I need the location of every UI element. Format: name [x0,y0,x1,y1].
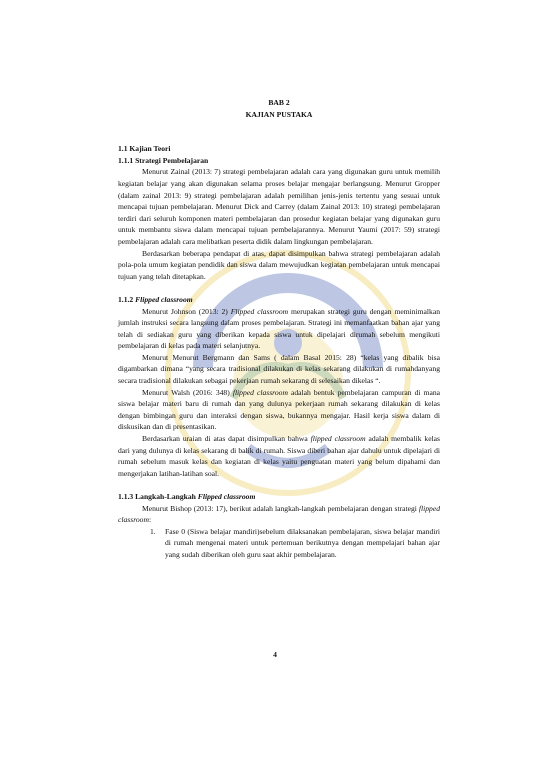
steps-list [118,526,440,561]
page-number: 4 [273,650,277,659]
subsection-heading-strategi: 1.1.1 Strategi Pembelajaran [118,155,209,165]
section-heading-kajian-teori: 1.1 Kajian Teori [118,144,171,154]
paragraph-strategi-2: Berdasarkan beberapa pendapat di atas, dapat disimpulkan bahwa strategi pembelajaran adalah pola-pola umum kegiatan pendidik dan siswa dalam mewujudkan kegiatan pembelajaran untuk mencapai tujuan yang telah ditetapkan. [118,248,440,281]
paragraph-bishop: Menurut Bishop (2013: 17), berikut adalah langkah-langkah pembelajaran dengan strategi flipped classroom: [118,503,440,525]
chapter-number: BAB 2 [268,98,290,107]
chapter-title: KAJIAN PUSTAKA [245,109,313,119]
list-item: 1. Fase 0 (Siswa belajar mandiri)sebelum dilaksanakan pembelajaran, siswa belajar mandiri di rumah mengenai materi untuk pertemuan berikutnya dengan mempelajari bahan ajar yang sudah diberikan oleh guru saat akhir pembelajaran. [150,526,440,559]
paragraph-johnson: Menurut Johnson (2013: 2) Flipped classroom merupakan strategi guru dengan meminimalkan jumlah instruksi secara langsung dalam proses pembelajaran. Strategi ini memanfaatkan bahan ajar yang telah di sediakan guru yang diberikan kepada siswa untuk dipelajari dirumah sebelum mengikuti pembelajaran di kelas pada materi selanjutnya. [118,306,440,351]
paragraph-bergmann: Menurut Menurut Bergmann dan Sams ( dalam Basal 2015: 28) “kelas yang dibalik bisa digambarkan dimana “yang secara tradisional dilakukan di kelas sekarang dilakukan di rumahdanyang secara tradisional dilakukan sebagai pekerjaan rumah sekarang di selesaikan dikelas “. [118,352,440,386]
paragraph-kesimpulan: Berdasarkan uraian di atas dapat disimpulkan bahwa flipped classroom adalah membalik kelas dari yang dulunya di kelas sekarang di balik di rumah. Siswa diberi bahan ajar dahulu untuk dipelajari di rumah sebelum masuk kelas dan kegiatan di kelas yaitu penguatan materi yang belum dipahami dan mengerjakan latihan-latihan soal. [118,434,441,478]
subsection-heading-flipped: 1.1.2 Flipped classroom [118,294,193,304]
paragraph-walsh: Menurut Walsh (2016: 348) flipped classroom adalah bentuk pembelajaran campuran di mana siswa belajar materi baru di rumah dan yang dulunya pekerjaan rumah sekarang dilakukan di kelas dengan bimbingan guru dan interaksi dengan siswa, bukannya mengajar. Hasil kerja siswa dalam di diskusikan dan di presentasikan. [118,387,441,432]
paragraph-strategi-1: Menurut Zainal (2013: 7) strategi pembelajaran adalah cara yang digunakan guru untuk memilih kegiatan belajar yang akan digunakan selama proses belajar mengajar berlangsung. Menurut Gropper (dalam zainal 2013: 9) strategi pembelajaran adalah pemilihan jenis-jenis tertentu yang sesuai untuk mencapai tujuan pembelajaran. Menurut Dick and Carrey (dalam Zainal 2013: 10) strategi pembelajaran terdiri dari seluruh komponen materi pembelajaran dan prosedur kegiatan belajar yang digunakan guru untuk membantu siswa dalam mencapai tujuan pembelajarannya. Menurut Yaumi (2017: 59) strategi pembelajaran adalah cara melibatkan peserta didik dalam lingkungan pembelajaran. [118,167,440,246]
page-content [118,97,440,561]
subsection-heading-langkah: 1.1.3 Langkah-Langkah Flipped classroom [118,492,256,501]
